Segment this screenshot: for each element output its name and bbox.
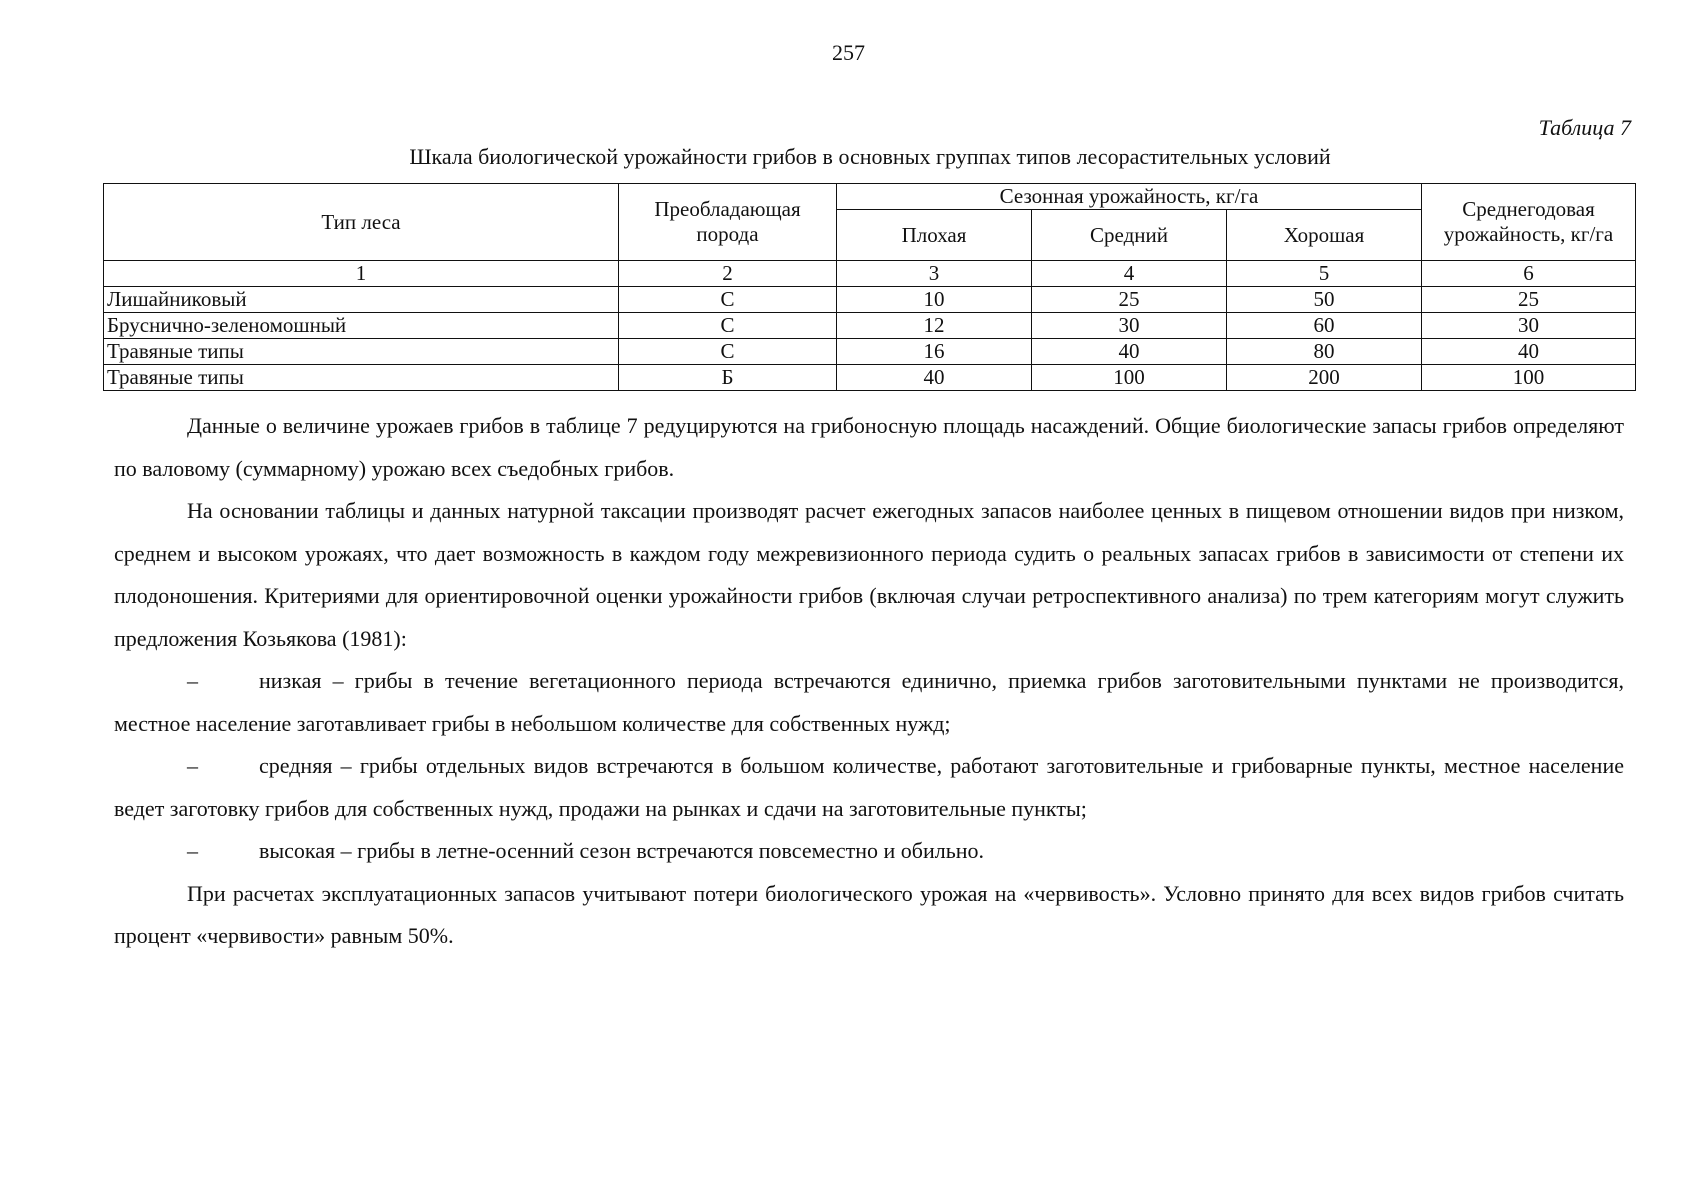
header-poor: Плохая [837, 210, 1032, 261]
column-number-row [104, 261, 1636, 287]
header-forest-type: Тип леса [104, 184, 619, 261]
table-row [104, 313, 1636, 339]
cell-average: 30 [1422, 313, 1636, 339]
cell-poor: 40 [837, 365, 1032, 391]
table-row [104, 339, 1636, 365]
table-title: Шкала биологической урожайности грибов в основных группах типов лесорастительных условий [409, 144, 1331, 169]
list-dash: – [187, 753, 198, 778]
column-number: 1 [104, 261, 619, 287]
cell-good: 80 [1227, 339, 1422, 365]
cell-average: 100 [1422, 365, 1636, 391]
column-number: 2 [619, 261, 837, 287]
table-row [104, 365, 1636, 391]
cell-good: 50 [1227, 287, 1422, 313]
header-species: Преобладающая порода [619, 184, 837, 261]
cell-medium: 100 [1032, 365, 1227, 391]
cell-species: С [619, 313, 837, 339]
cell-poor: 10 [837, 287, 1032, 313]
table-label: Таблица 7 [1538, 115, 1631, 140]
cell-species: С [619, 339, 837, 365]
list-item-medium-text: средняя – грибы отдельных видов встречаются в большом количестве, работают заготовительные и грибоварные пункты, местное население ведет заготовку грибов для собственных нужд, продажи на рынках и сдачи на заготовительные пункты; [114, 753, 1624, 821]
list-item-low [114, 660, 1624, 745]
paragraph-1: Данные о величине урожаев грибов в таблице 7 редуцируются на грибоносную площадь насаждений. Общие биологические запасы грибов определяют по валовому (суммарному) урожаю всех съедобных грибов. [114, 413, 1624, 481]
paragraph-2: На основании таблицы и данных натурной таксации производят расчет ежегодных запасов наиболее ценных в пищевом отношении видов при низком, среднем и высоком урожаях, что дает возможность в каждом году межревизионного периода судить о реальных запасах грибов в зависимости от степени их плодоношения. Критериями для ориентировочной оценки урожайности грибов (включая случаи ретроспективного анализа) по трем категориям могут служить предложения Козьякова (1981): [114, 498, 1624, 651]
cell-medium: 25 [1032, 287, 1227, 313]
cell-type: Бруснично-зеленомошный [104, 313, 619, 339]
cell-type: Травяные типы [104, 339, 619, 365]
list-item-high-text: высокая – грибы в летне-осенний сезон встречаются повсеместно и обильно. [259, 838, 985, 863]
cell-type: Лишайниковый [104, 287, 619, 313]
header-good: Хорошая [1227, 210, 1422, 261]
page-number: 257 [832, 40, 865, 65]
table-header-row [104, 184, 1636, 210]
column-number: 5 [1227, 261, 1422, 287]
cell-good: 60 [1227, 313, 1422, 339]
column-number: 6 [1422, 261, 1636, 287]
column-number: 4 [1032, 261, 1227, 287]
list-item-low-text: низкая – грибы в течение вегетационного периода встречаются единично, приемка грибов заготовительными пунктами не производится, местное население заготавливает грибы в небольшом количестве для собственных нужд; [114, 668, 1624, 736]
table-row [104, 287, 1636, 313]
list-dash: – [187, 838, 198, 863]
header-seasonal: Сезонная урожайность, кг/га [837, 184, 1422, 210]
cell-poor: 16 [837, 339, 1032, 365]
cell-species: С [619, 287, 837, 313]
list-item-medium [114, 745, 1624, 830]
cell-average: 40 [1422, 339, 1636, 365]
list-item-high [114, 830, 1624, 873]
header-average: Среднегодовая урожайность, кг/га [1422, 184, 1636, 261]
cell-species: Б [619, 365, 837, 391]
list-dash: – [187, 668, 198, 693]
yield-table [103, 183, 1636, 391]
cell-good: 200 [1227, 365, 1422, 391]
cell-average: 25 [1422, 287, 1636, 313]
column-number: 3 [837, 261, 1032, 287]
paragraph-3: При расчетах эксплуатационных запасов учитывают потери биологического урожая на «червивость». Условно принято для всех видов грибов считать процент «червивости» равным 50%. [114, 880, 1624, 948]
cell-type: Травяные типы [104, 365, 619, 391]
body-text [114, 405, 1624, 958]
header-medium: Средний [1032, 210, 1227, 261]
cell-medium: 30 [1032, 313, 1227, 339]
cell-medium: 40 [1032, 339, 1227, 365]
cell-poor: 12 [837, 313, 1032, 339]
